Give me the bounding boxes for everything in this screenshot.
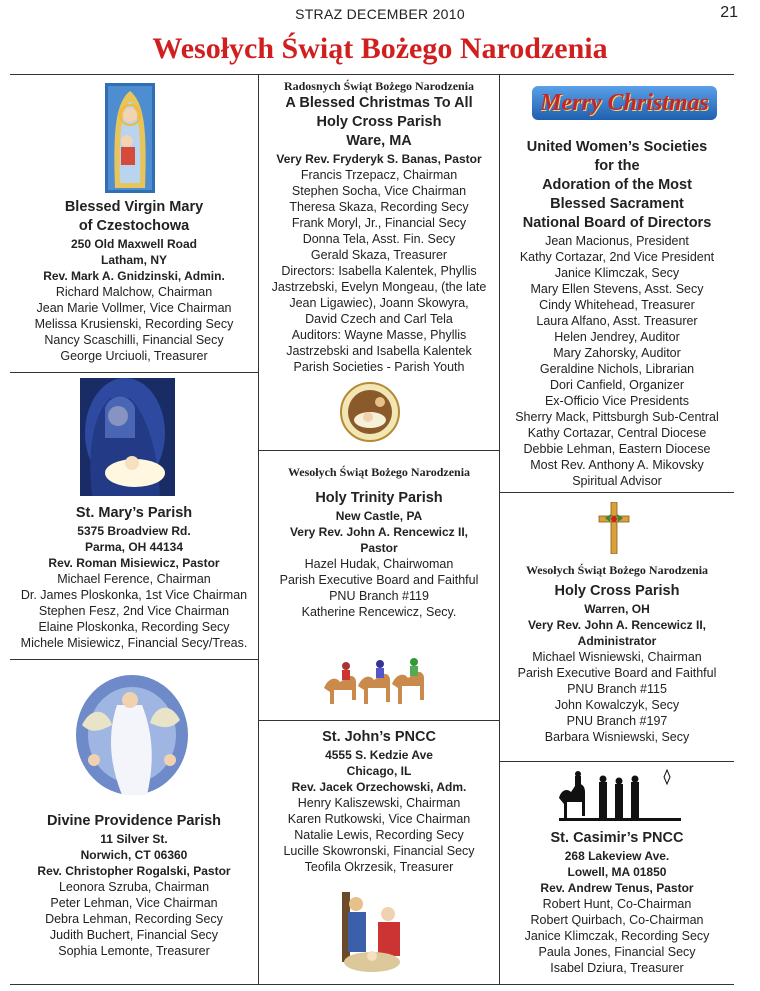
city-line: Latham, NY [100, 253, 167, 267]
parish-name: Holy Trinity Parish [315, 490, 443, 506]
officer-line: Ex-Officio Vice Presidents [544, 394, 690, 408]
officer-line: Parish Societies - Parish Youth [293, 360, 465, 374]
st-marys-parish-block [10, 504, 258, 651]
officer-line: Jastrzebski and Isabella Kalentek [286, 344, 472, 358]
officer-line: Gerald Skaza, Treasurer [310, 248, 448, 262]
officer-line: Kathy Cortazar, Central Diocese [527, 426, 707, 440]
officer-line: Lucille Skowronski, Financial Secy [283, 844, 475, 858]
officer-line: Leonora Szruba, Chairman [58, 880, 210, 894]
pastor-line: Rev. Jacek Orzechowski, Adm. [291, 780, 467, 794]
officer-line: Sherry Mack, Pittsburgh Sub-Central [515, 410, 719, 424]
officer-line: Mary Ellen Stevens, Asst. Secy [530, 282, 704, 296]
pastor-line: Rev. Christopher Rogalski, Pastor [37, 864, 231, 878]
officer-line: Geraldine Nichols, Librarian [539, 362, 695, 376]
pastor-line: Rev. Mark A. Gnidzinski, Admin. [43, 269, 225, 283]
officer-line: Janice Klimczak, Secy [554, 266, 680, 280]
officer-line: Richard Malchow, Chairman [55, 285, 213, 299]
officer-line: PNU Branch #197 [566, 714, 668, 728]
officer-line: Debbie Lehman, Eastern Diocese [523, 442, 711, 456]
officer-line: Hazel Hudak, Chairwoman [304, 557, 454, 571]
pastor-line: Very Rev. Fryderyk S. Banas, Pastor [276, 152, 482, 166]
pastor-title-line: Pastor [360, 541, 398, 555]
parish-name: Holy Cross Parish [554, 583, 680, 599]
officer-line: Robert Hunt, Co-Chairman [542, 897, 692, 911]
row-rule-middle-1 [258, 450, 499, 451]
st-casimirs-pncc-block [500, 829, 734, 976]
city-line: Warren, OH [584, 602, 650, 616]
organization-name-line: for the [594, 158, 640, 174]
officer-line: Sophia Lemonte, Treasurer [58, 944, 210, 958]
holy-trinity-parish-block [259, 464, 499, 620]
title-line3: Ware, MA [346, 133, 412, 149]
pastor-line: Very Rev. John A. Rencewicz II, [527, 618, 707, 632]
parish-name: St. John’s PNCC [322, 729, 436, 745]
officer-line: George Urciuoli, Treasurer [60, 349, 208, 363]
address-line: 11 Silver St. [100, 832, 168, 846]
address-line: 5375 Broadview Rd. [77, 524, 191, 538]
cross-holly-icon [597, 502, 631, 554]
parish-name-line2: of Czestochowa [78, 218, 190, 234]
officer-line: Dori Canfield, Organizer [549, 378, 685, 392]
officer-line: Laura Alfano, Asst. Treasurer [536, 314, 698, 328]
organization-name-line: Adoration of the Most [542, 177, 692, 193]
officer-line: Directors: Isabella Kalentek, Phyllis [281, 264, 477, 278]
address-line: 250 Old Maxwell Road [70, 237, 198, 251]
czestochowa-icon [105, 83, 155, 193]
officer-line: Karen Rutkowski, Vice Chairman [287, 812, 471, 826]
page-banner: Wesołych Świąt Bożego Narodzenia [152, 32, 608, 65]
nativity-scene-image [330, 884, 415, 979]
officer-line: Janice Klimczak, Recording Secy [524, 929, 710, 943]
greeting: Radosnych Świąt Bożego Narodzenia [283, 79, 475, 93]
three-kings-silhouette-image [555, 768, 685, 822]
parish-name: St. Casimir’s PNCC [550, 830, 684, 846]
officer-line: Stephen Socha, Vice Chairman [291, 184, 467, 198]
page-number: 21 [720, 4, 738, 21]
bottom-rule [10, 984, 734, 985]
officer-line: PNU Branch #119 [329, 589, 429, 603]
angels-image [72, 665, 190, 805]
officer-line: PNU Branch #115 [567, 682, 667, 696]
officer-line: Katherine Rencewicz, Secy. [301, 605, 457, 619]
officer-line: Judith Buchert, Financial Secy [49, 928, 219, 942]
parish-name: St. Mary’s Parish [75, 505, 193, 521]
officer-line: Teofila Okrzesik, Treasurer [304, 860, 454, 874]
officer-line: Peter Lehman, Vice Chairman [50, 896, 218, 910]
officer-line: Melissa Krusienski, Recording Secy [34, 317, 234, 331]
czestochowa-parish-block [10, 198, 258, 364]
officer-line: Parish Executive Board and Faithful [517, 666, 717, 680]
officer-line: John Kowalczyk, Secy [554, 698, 680, 712]
officer-line: Theresa Skaza, Recording Secy [289, 200, 469, 214]
officer-line: Stephen Fesz, 2nd Vice Chairman [38, 604, 230, 618]
officer-line: Barbara Wisniewski, Secy [544, 730, 690, 744]
officer-line: Jastrzebski, Evelyn Mongeau, (the late [271, 280, 487, 294]
spacer [259, 480, 499, 489]
top-rule [10, 74, 734, 75]
city-line: Norwich, CT 06360 [80, 848, 188, 862]
officer-line: Paula Jones, Financial Secy [538, 945, 696, 959]
city-line: New Castle, PA [335, 509, 423, 523]
officer-line: Auditors: Wayne Masse, Phyllis [291, 328, 467, 342]
officer-line: Elaine Ploskonka, Recording Secy [38, 620, 230, 634]
holy-cross-warren-block [500, 562, 734, 745]
city-line: Chicago, IL [346, 764, 412, 778]
address-line: 4555 S. Kedzie Ave [325, 748, 433, 762]
officer-line: Helen Jendrey, Auditor [554, 330, 680, 344]
officer-line: Most Rev. Anthony A. Mikovsky [530, 458, 704, 472]
organization-name-line: United Women’s Societies [526, 139, 708, 155]
organization-name-line: National Board of Directors [522, 215, 712, 231]
parish-name: Divine Providence Parish [46, 813, 222, 829]
officer-line: Dr. James Ploskonka, 1st Vice Chairman [20, 588, 248, 602]
officer-line: David Czech and Carl Tela [305, 312, 453, 326]
holy-cross-ware-block [259, 78, 499, 375]
uws-board-block [500, 138, 734, 489]
pastor-title-line: Administrator [577, 634, 657, 648]
officer-line: Cindy Whitehead, Treasurer [539, 298, 695, 312]
officer-line: Donna Tela, Asst. Fin. Secy [302, 232, 456, 246]
officer-line: Debra Lehman, Recording Secy [45, 912, 223, 926]
row-rule-left-2 [10, 659, 258, 660]
officer-line: Robert Quirbach, Co-Chairman [530, 913, 704, 927]
greeting: Wesołych Świąt Bożego Narodzenia [287, 465, 471, 479]
officer-line: Kathy Cortazar, 2nd Vice President [519, 250, 715, 264]
issue-header: STRAZ DECEMBER 2010 [295, 6, 465, 22]
city-line: Lowell, MA 01850 [567, 865, 667, 879]
pastor-line: Rev. Roman Misiewicz, Pastor [48, 556, 220, 570]
title-line1: A Blessed Christmas To All [285, 95, 473, 111]
officer-line: Mary Zahorsky, Auditor [553, 346, 681, 360]
st-johns-pncc-block [259, 728, 499, 875]
merry-christmas-logo [532, 86, 717, 120]
greeting: Wesołych Świąt Bożego Narodzenia [525, 563, 709, 577]
parish-name-line1: Blessed Virgin Mary [64, 199, 204, 215]
row-rule-right-2 [499, 761, 734, 762]
row-rule-middle-2 [258, 720, 499, 721]
madonna-child-image [80, 378, 175, 496]
officer-line: Natalie Lewis, Recording Secy [294, 828, 464, 842]
row-rule-left-1 [10, 372, 258, 373]
officer-line: Nancy Scaschilli, Financial Secy [44, 333, 224, 347]
merry-christmas-logo-text: Merry Christmas [540, 89, 709, 116]
row-rule-right-1 [499, 492, 734, 493]
officer-line: Parish Executive Board and Faithful [279, 573, 479, 587]
pastor-line: Rev. Andrew Tenus, Pastor [540, 881, 694, 895]
officer-line: Michele Misiewicz, Financial Secy/Treas. [20, 636, 248, 650]
city-line: Parma, OH 44134 [84, 540, 184, 554]
nativity-round-image [340, 382, 400, 442]
officer-line: Jean Ligawiec), Joann Skowyra, [289, 296, 469, 310]
title-line2: Holy Cross Parish [316, 114, 442, 130]
officer-line: Michael Ference, Chairman [57, 572, 211, 586]
officer-line: Spiritual Advisor [572, 474, 662, 488]
organization-name-line: Blessed Sacrament [550, 196, 684, 212]
three-kings-camels-image [322, 648, 427, 706]
officer-line: Michael Wisniewski, Chairman [532, 650, 702, 664]
officer-line: Henry Kaliszewski, Chairman [297, 796, 461, 810]
officer-line: Francis Trzepacz, Chairman [300, 168, 458, 182]
officer-line: Jean Marie Vollmer, Vice Chairman [36, 301, 232, 315]
officer-line: Isabel Dziura, Treasurer [550, 961, 684, 975]
officer-line: Jean Macionus, President [545, 234, 689, 248]
officer-line: Frank Moryl, Jr., Financial Secy [291, 216, 467, 230]
pastor-line: Very Rev. John A. Rencewicz II, [289, 525, 469, 539]
divine-providence-parish-block [10, 812, 258, 959]
address-line: 268 Lakeview Ave. [564, 849, 670, 863]
